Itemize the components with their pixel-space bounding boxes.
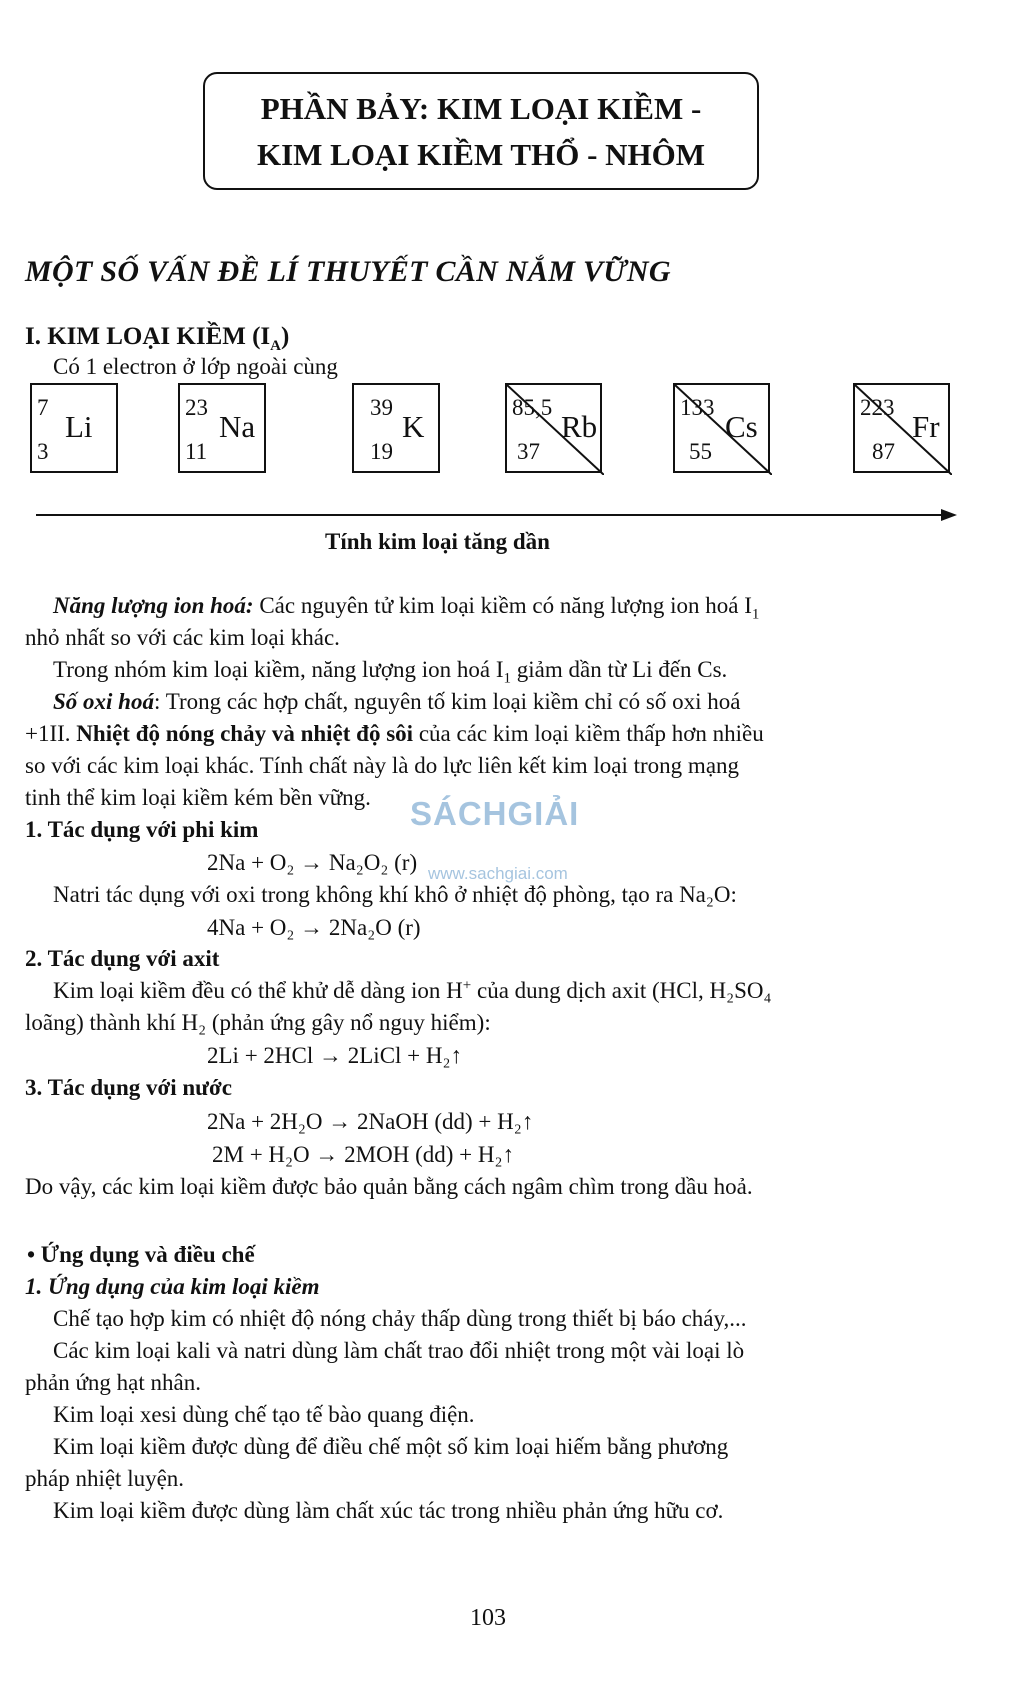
application-line: Chế tạo hợp kim có nhiệt độ nóng chảy thấp dùng trong thiết bị báo cháy,... [53, 1306, 747, 1331]
trend-label: Tính kim loại tăng dần [325, 529, 550, 554]
element-box-fr [853, 383, 950, 473]
element-box-cs [673, 383, 770, 473]
heading-text: I. KIM LOẠI KIỀM (I [25, 323, 271, 350]
paragraph-line [25, 719, 764, 749]
paragraph-line: loãng) thành khí H₂ (phản ứng gây nổ nguy hiểm): [25, 1010, 491, 1035]
application-line: Các kim loại kali và natri dùng làm chất trao đổi nhiệt trong một vài loại lò [53, 1338, 745, 1363]
application-line: Kim loại kiềm được dùng làm chất xúc tác trong nhiều phản ứng hữu cơ. [53, 1498, 724, 1523]
element-symbol: Rb [561, 409, 598, 444]
heading-acids: 2. Tác dụng với axit [25, 946, 220, 971]
element-mass: 23 [185, 395, 208, 420]
subscript: 1 [503, 670, 512, 687]
heading-water: 3. Tác dụng với nước [25, 1075, 232, 1100]
subscript: 1 [751, 606, 760, 623]
heading-sub: A [270, 338, 281, 354]
term-ionization: Năng lượng ion hoá: [53, 593, 254, 618]
element-symbol: K [402, 409, 425, 444]
text: Các nguyên tử kim loại kiềm có năng lượng ion hoá I [253, 593, 752, 618]
element-number: 3 [37, 439, 49, 464]
application-line: Kim loại xesi dùng chế tạo tế bào quang điện. [53, 1402, 475, 1427]
element-number: 37 [517, 439, 540, 464]
element-mass: 39 [370, 395, 393, 420]
paragraph-line: nhỏ nhất so với các kim loại khác. [25, 625, 340, 650]
page-number: 103 [470, 1605, 506, 1631]
text: Kim loại kiềm đều có thể khử dễ dàng ion H [53, 978, 463, 1003]
application-line: Kim loại kiềm được dùng để điều chế một số kim loại hiếm bằng phương [53, 1434, 729, 1459]
equation-na2o: 4Na + O₂ → 2Na₂O (r) [207, 915, 421, 940]
heading-applications: • Ứng dụng và điều chế [27, 1242, 255, 1267]
heading-close: ) [281, 323, 290, 350]
term-oxidation: Số oxi hoá [53, 689, 154, 714]
part-title-line2: KIM LOẠI KIỀM THỔ - NHÔM [256, 137, 706, 172]
element-symbol: Cs [725, 409, 758, 444]
equation-na-o2: 2Na + O₂ → Na₂O₂ (r) [207, 850, 418, 875]
element-box-na [178, 383, 266, 473]
element-symbol: Li [65, 409, 93, 444]
term-melting: Nhiệt độ nóng chảy và nhiệt độ sôi [76, 721, 414, 746]
element-mass: 223 [860, 395, 895, 420]
element-mass: 7 [37, 395, 49, 420]
application-line: phản ứng hạt nhân. [25, 1370, 201, 1395]
application-line: pháp nhiệt luyện. [25, 1466, 185, 1491]
paragraph-line: so với các kim loại khác. Tính chất này là do lực liên kết kim loại trong mạng [25, 753, 740, 778]
element-number: 19 [370, 439, 393, 464]
text: của dung dịch axit (HCl, H₂SO₄ [471, 978, 772, 1003]
element-number: 55 [689, 439, 712, 464]
element-symbol: Na [219, 409, 256, 444]
element-number: 11 [185, 439, 208, 464]
text: của các kim loại kiềm thấp hơn nhiều [413, 721, 764, 746]
watermark-url: www.sachgiai.com [428, 864, 568, 883]
part-title-box [203, 72, 759, 190]
part-title-line1: PHẦN BẢY: KIM LOẠI KIỀM - [260, 91, 702, 126]
element-number: 87 [872, 439, 895, 464]
element-box-li [30, 383, 118, 473]
paragraph-ionization-trend [53, 655, 727, 685]
text: Trong nhóm kim loại kiềm, năng lượng ion hoá I [53, 657, 504, 682]
heading-nonmetals: 1. Tác dụng với phi kim [25, 817, 259, 842]
paragraph-line: tinh thể kim loại kiềm kém bền vững. [25, 785, 371, 810]
element-box-k [352, 383, 440, 473]
element-symbol: Fr [912, 409, 940, 444]
paragraph-ionization [53, 591, 759, 621]
text: +1II. [25, 721, 77, 746]
section-title: MỘT SỐ VẤN ĐỀ LÍ THUYẾT CẦN NẮM VỮNG [25, 255, 671, 288]
equation-na-water: 2Na + 2H₂O → 2NaOH (dd) + H₂↑ [207, 1109, 534, 1134]
element-mass: 85,5 [512, 395, 553, 420]
trend-arrow [36, 508, 958, 522]
equation-li-hcl: 2Li + 2HCl → 2LiCl + H₂↑ [207, 1043, 463, 1068]
paragraph-oxidation [53, 687, 740, 717]
heading-uses: 1. Ứng dụng của kim loại kiềm [25, 1274, 320, 1299]
paragraph-storage: Do vậy, các kim loại kiềm được bảo quản bằng cách ngâm chìm trong dầu hoả. [25, 1174, 753, 1199]
text: : Trong các hợp chất, nguyên tố kim loại kiềm chỉ có số oxi hoá [153, 689, 741, 714]
intro-line: Có 1 electron ở lớp ngoài cùng [53, 354, 338, 379]
equation-m-water: 2M + H₂O → 2MOH (dd) + H₂↑ [212, 1142, 514, 1167]
watermark-logo: SÁCHGIẢI [410, 795, 580, 832]
text: giảm dần từ Li đến Cs. [511, 657, 728, 682]
paragraph-sodium-oxide: Natri tác dụng với oxi trong không khí khô ở nhiệt độ phòng, tạo ra Na₂O: [53, 882, 737, 907]
element-mass: 133 [680, 395, 715, 420]
element-box-rb [505, 383, 602, 473]
paragraph-acids [53, 976, 772, 1006]
heading-alkali-metals [25, 322, 289, 352]
superscript: + [462, 977, 472, 994]
